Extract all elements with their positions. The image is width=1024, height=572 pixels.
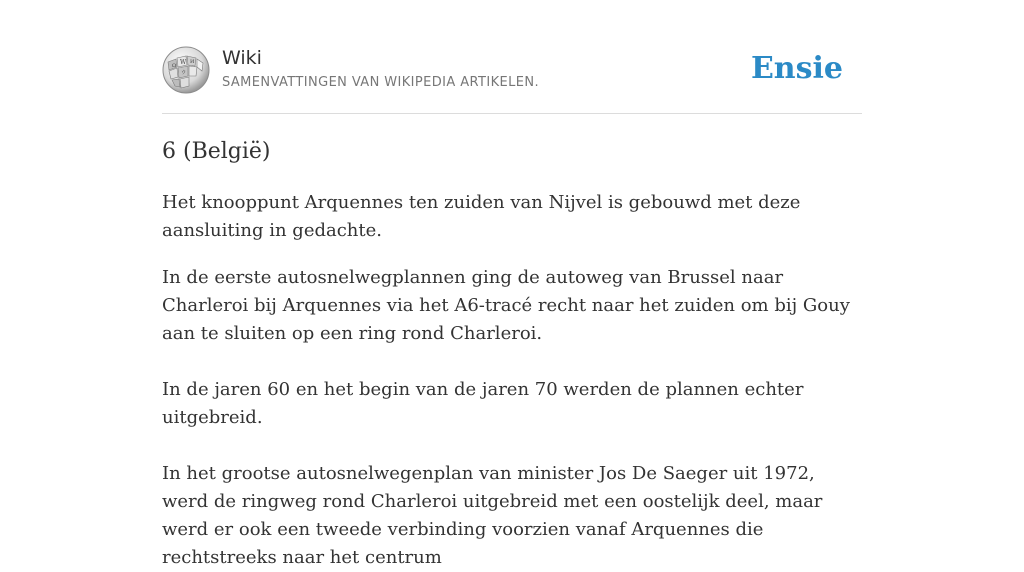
wikipedia-globe-icon[interactable] <box>162 46 210 94</box>
article-paragraph: In de jaren 60 en het begin van de jaren 70 werden de plannen echter uitgebreid. <box>162 379 804 428</box>
site-header <box>162 46 862 114</box>
svg-text:W: W <box>180 59 187 66</box>
site-title[interactable]: Wiki <box>222 47 262 69</box>
site-subtitle: SAMENVATTINGEN VAN WIKIPEDIA ARTIKELEN. <box>222 75 540 90</box>
brand-logo[interactable]: Ensie <box>750 51 843 86</box>
svg-text:Ω: Ω <box>172 63 177 69</box>
page <box>162 0 862 572</box>
svg-text:ウ: ウ <box>181 70 187 76</box>
article-paragraph: In de eerste autosnelwegplannen ging de autoweg van Brussel naar Charleroi bij Arquennes via het A6-tracé recht naar het zuiden om bij Gouy aan te sluiten op een ring rond Charleroi. <box>162 267 850 344</box>
article-paragraph: Het knooppunt Arquennes ten zuiden van Nijvel is gebouwd met deze aansluiting in gedachte. <box>162 192 801 241</box>
paragraph-break <box>162 348 862 376</box>
article-body <box>162 189 862 572</box>
svg-text:И: И <box>190 59 195 65</box>
article-paragraph: In het grootse autosnelwegenplan van minister Jos De Saeger uit 1972, werd de ringweg rond Charleroi uitgebreid met een oostelijk deel, maar werd er ook een tweede verbinding voorzien vanaf Arquennes die rechtstreeks naar het centrum <box>162 463 823 568</box>
article-title: 6 (België) <box>162 139 271 164</box>
paragraph-break <box>162 432 862 460</box>
